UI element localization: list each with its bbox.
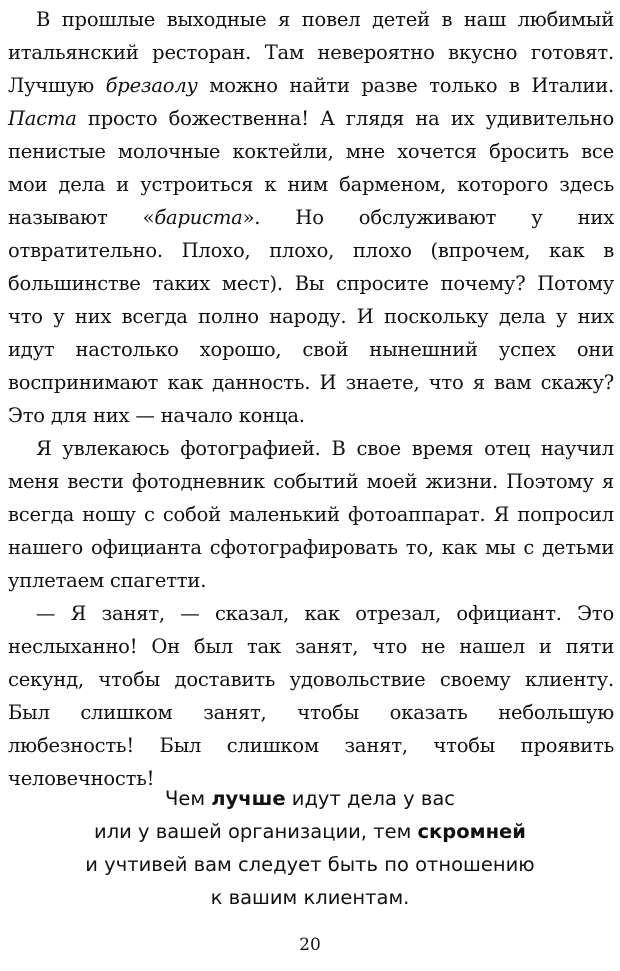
paragraph-restaurant xyxy=(8,3,614,432)
italic-term-bresaola: брезаолу xyxy=(105,74,198,97)
italic-term-pasta: Паста xyxy=(8,107,77,130)
callout-emphasis-humbler: скромней xyxy=(417,820,526,843)
callout-line-2 xyxy=(40,815,580,848)
italic-term-barista: бариста xyxy=(154,206,243,229)
callout-line-1 xyxy=(40,782,580,815)
text-segment: просто божественна! А глядя на их удивительно пенистые молочные коктейли, мне хочется бросить все мои дела и устроиться к ним барменом, которого здесь называют « xyxy=(8,107,614,229)
callout-text: или у вашей организации, тем xyxy=(94,820,418,843)
text-segment: ». Но обслуживают у них отвратительно. Плохо, плохо, плохо (впрочем, как в большинстве таких мест). Вы спросите почему? Потому что у них всегда полно народу. И поскольку дела у них идут настолько хорошо, свой нынешний успех они воспринимают как данность. И знаете, что я вам скажу? Это для них — начало конца. xyxy=(8,206,614,427)
callout-line-3: и учтивей вам следует быть по отношению xyxy=(85,853,535,876)
text-segment: — Я занят, — сказал, как отрезал, официант. Это неслыханно! Он был так занят, что не нашел и пяти секунд, чтобы доставить удовольствие своему клиенту. Был слишком занят, чтобы оказать небольшую любезность! Был слишком занят, чтобы проявить человечность! xyxy=(8,602,614,790)
callout-text: Чем xyxy=(164,787,212,810)
text-segment: Я увлекаюсь фотографией. В свое время отец научил меня вести фотодневник событий моей жизни. Поэтому я всегда ношу с собой маленький фотоаппарат. Я попросил нашего официанта сфотографировать то, как мы с детьми уплетаем спагетти. xyxy=(8,437,614,592)
callout-emphasis-better: лучше xyxy=(211,787,286,810)
paragraph-waiter xyxy=(8,597,614,795)
callout-quote xyxy=(40,782,580,914)
text-segment: можно найти разве только в Италии. xyxy=(197,74,614,97)
callout-text: идут дела у вас xyxy=(285,787,456,810)
body-text xyxy=(8,3,614,795)
callout-line-4: к вашим клиентам. xyxy=(210,886,410,909)
paragraph-photography xyxy=(8,432,614,597)
page-number: 20 xyxy=(299,935,321,955)
text-segment: В прошлые выходные я повел детей в наш любимый итальянский ресторан. Там невероятно вкусно готовят. Лучшую xyxy=(8,8,614,97)
